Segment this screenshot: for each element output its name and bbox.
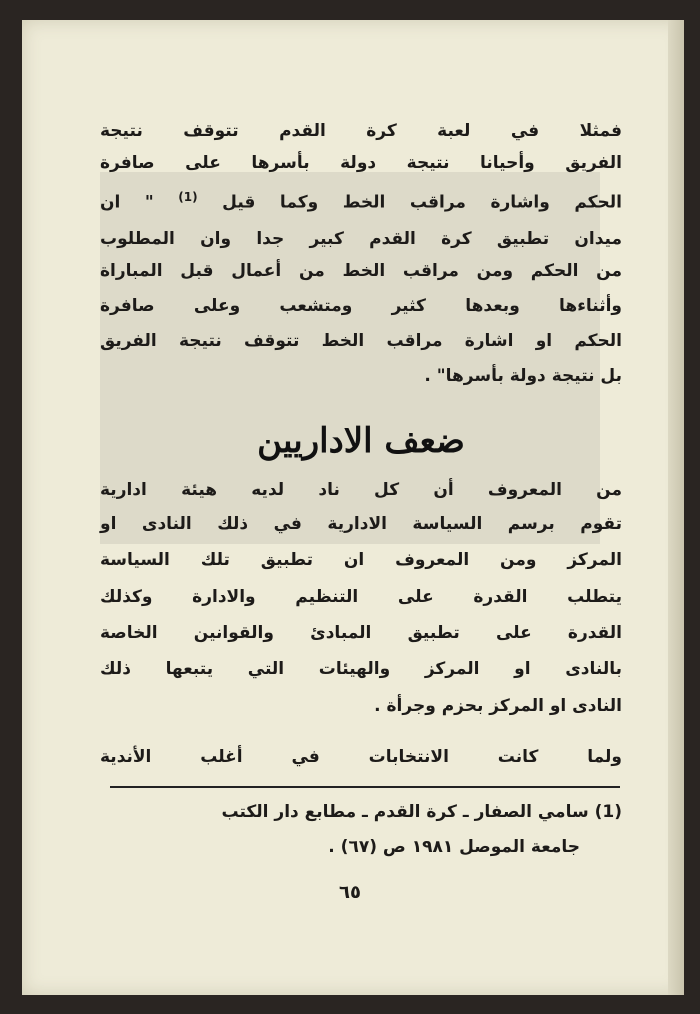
body-line: المركز ومن المعروف ان تطبيق تلك السياسة (100, 550, 622, 570)
page-number: ٦٥ (339, 882, 361, 903)
body-line: الفريق وأحيانا نتيجة دولة بأسرها على صافرة (100, 153, 622, 173)
body-line: من المعروف أن كل ناد لديه هيئة ادارية (100, 480, 622, 500)
body-line: من الحكم ومن مراقب الخط من أعمال قبل المباراة (100, 261, 622, 281)
footnote-line: (1) سامي الصفار ـ كرة القدم ـ مطابع دار الكتب (221, 802, 622, 822)
body-line: بل نتيجة دولة بأسرها" . (424, 366, 622, 386)
body-line: يتطلب القدرة على التنظيم والادارة وكذلك (100, 587, 622, 607)
body-text: " ان (100, 192, 154, 213)
body-line: النادى او المركز بحزم وجرأة . (374, 696, 622, 716)
footnote-divider (110, 786, 620, 788)
body-line: تقوم برسم السياسة الادارية في ذلك النادى او (100, 514, 622, 534)
body-line: ولما كانت الانتخابات في أغلب الأندية (100, 747, 622, 767)
body-line: وأثناءها وبعدها كثير ومتشعب وعلى صافرة (100, 296, 622, 316)
body-line: القدرة على تطبيق المبادئ والقوانين الخاصة (100, 623, 622, 643)
footnote-line: جامعة الموصل ١٩٨١ ص (٦٧) . (328, 837, 580, 857)
body-line: بالنادى او المركز والهيئات التي يتبعها ذلك (100, 659, 622, 679)
body-line: ميدان تطبيق كرة القدم كبير جدا وان المطلوب (100, 229, 622, 249)
body-line: الحكم او اشارة مراقب الخط تتوقف نتيجة الفريق (100, 331, 622, 351)
page-edge (668, 20, 684, 995)
body-line-with-reference (100, 185, 622, 215)
section-heading: ضعف الاداريين (257, 421, 465, 461)
footnote-reference: (1) (178, 190, 198, 204)
body-text: الحكم واشارة مراقب الخط وكما قيل (222, 192, 623, 213)
body-line: فمثلا في لعبة كرة القدم تتوقف نتيجة (100, 121, 622, 141)
